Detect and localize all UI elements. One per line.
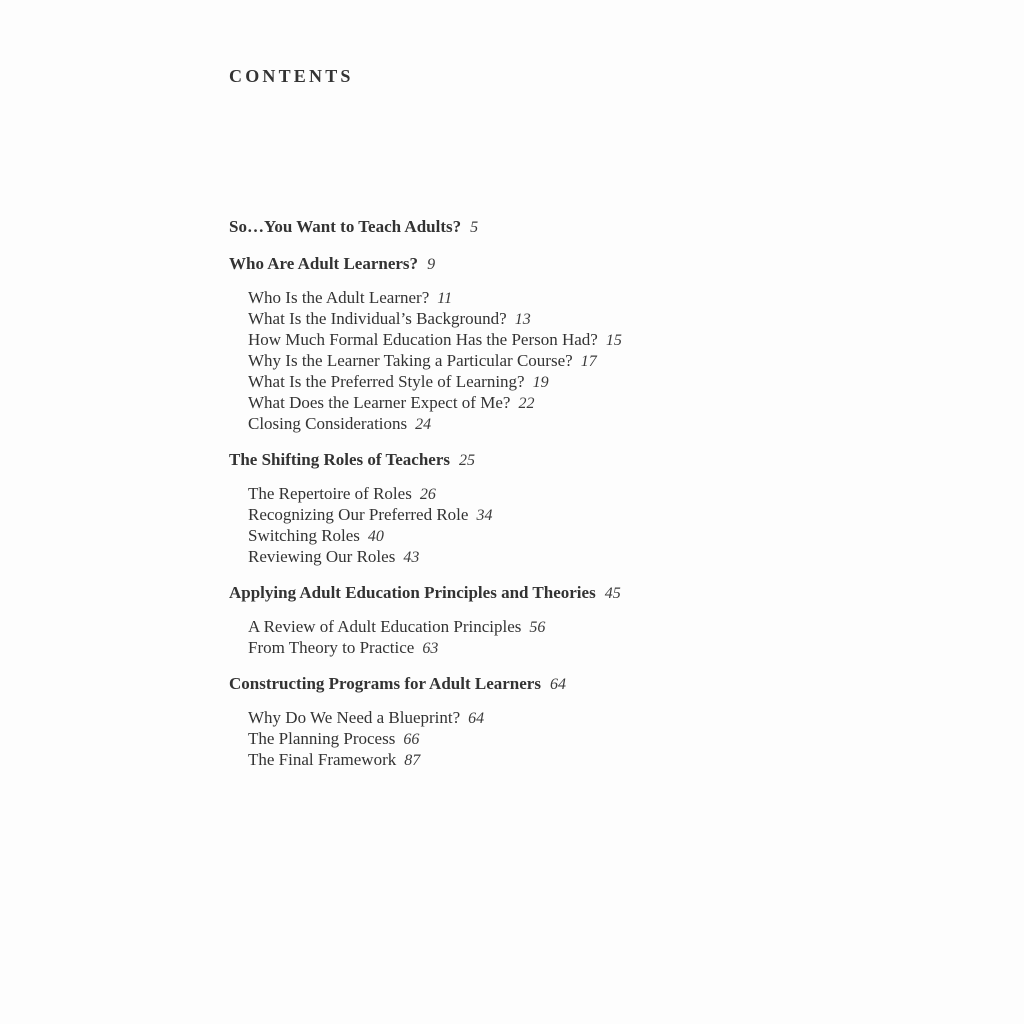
chapter-entry — [229, 673, 949, 770]
section-title: What Is the Preferred Style of Learning? — [248, 372, 525, 391]
chapter-title-text: Constructing Programs for Adult Learners — [229, 674, 541, 693]
chapter-page-number: 64 — [549, 676, 566, 693]
chapter-page-number: 45 — [604, 585, 621, 602]
section-page-number: 63 — [422, 640, 439, 657]
section-title: Why Do We Need a Blueprint? — [248, 708, 461, 727]
section-entry[interactable] — [248, 371, 949, 392]
section-entry[interactable] — [248, 616, 949, 637]
section-entry[interactable] — [248, 392, 949, 413]
section-entry[interactable] — [248, 287, 949, 308]
section-title: Closing Considerations — [248, 414, 408, 433]
section-entry[interactable] — [248, 413, 949, 434]
chapter-entry — [229, 216, 949, 238]
chapter-title[interactable] — [229, 253, 949, 275]
table-of-contents — [229, 216, 949, 770]
section-title: Switching Roles — [248, 526, 360, 545]
chapter-title-text: Applying Adult Education Principles and Theories — [229, 583, 596, 602]
chapter-title-text: The Shifting Roles of Teachers — [229, 450, 451, 469]
section-title: The Final Framework — [248, 750, 397, 769]
section-entry[interactable] — [248, 308, 949, 329]
section-title: What Does the Learner Expect of Me? — [248, 393, 511, 412]
chapter-entry — [229, 582, 949, 658]
section-entry[interactable] — [248, 483, 949, 504]
section-list — [229, 287, 949, 434]
section-page-number: 24 — [415, 416, 432, 433]
section-page-number: 13 — [514, 311, 531, 328]
section-title: Recognizing Our Preferred Role — [248, 505, 469, 524]
section-page-number: 26 — [419, 486, 436, 503]
section-entry[interactable] — [248, 525, 949, 546]
section-title: From Theory to Practice — [248, 638, 415, 657]
section-title: How Much Formal Education Has the Person Had? — [248, 330, 598, 349]
section-title: Why Is the Learner Taking a Particular Course? — [248, 351, 573, 370]
section-page-number: 22 — [518, 395, 535, 412]
chapter-page-number: 25 — [459, 452, 476, 469]
section-title: Reviewing Our Roles — [248, 547, 396, 566]
section-entry[interactable] — [248, 749, 949, 770]
section-title: Who Is the Adult Learner? — [248, 288, 430, 307]
section-title: What Is the Individual’s Background? — [248, 309, 507, 328]
section-page-number: 15 — [605, 332, 622, 349]
section-page-number: 87 — [404, 752, 421, 769]
section-entry[interactable] — [248, 350, 949, 371]
section-page-number: 34 — [476, 507, 493, 524]
section-entry[interactable] — [248, 637, 949, 658]
section-title: The Repertoire of Roles — [248, 484, 412, 503]
section-page-number: 40 — [367, 528, 384, 545]
section-entry[interactable] — [248, 546, 949, 567]
section-entry[interactable] — [248, 728, 949, 749]
section-page-number: 17 — [580, 353, 597, 370]
contents-heading: CONTENTS — [229, 66, 354, 86]
chapter-entry — [229, 449, 949, 567]
section-list — [229, 483, 949, 567]
chapter-page-number: 9 — [427, 256, 436, 273]
section-entry[interactable] — [248, 707, 949, 728]
chapter-title[interactable] — [229, 582, 949, 604]
chapter-page-number: 5 — [470, 219, 479, 236]
section-entry[interactable] — [248, 504, 949, 525]
section-title: The Planning Process — [248, 729, 396, 748]
chapter-title[interactable] — [229, 673, 949, 695]
section-list — [229, 616, 949, 658]
section-page-number: 19 — [532, 374, 549, 391]
chapter-title[interactable] — [229, 216, 949, 238]
chapter-entry — [229, 253, 949, 434]
section-page-number: 11 — [437, 290, 453, 307]
section-entry[interactable] — [248, 329, 949, 350]
chapter-title[interactable] — [229, 449, 949, 471]
chapter-title-text: So…You Want to Teach Adults? — [229, 217, 462, 236]
section-title: A Review of Adult Education Principles — [248, 617, 522, 636]
section-page-number: 43 — [403, 549, 420, 566]
section-list — [229, 707, 949, 770]
section-page-number: 66 — [403, 731, 420, 748]
section-page-number: 56 — [529, 619, 546, 636]
chapter-title-text: Who Are Adult Learners? — [229, 254, 419, 273]
section-page-number: 64 — [468, 710, 485, 727]
